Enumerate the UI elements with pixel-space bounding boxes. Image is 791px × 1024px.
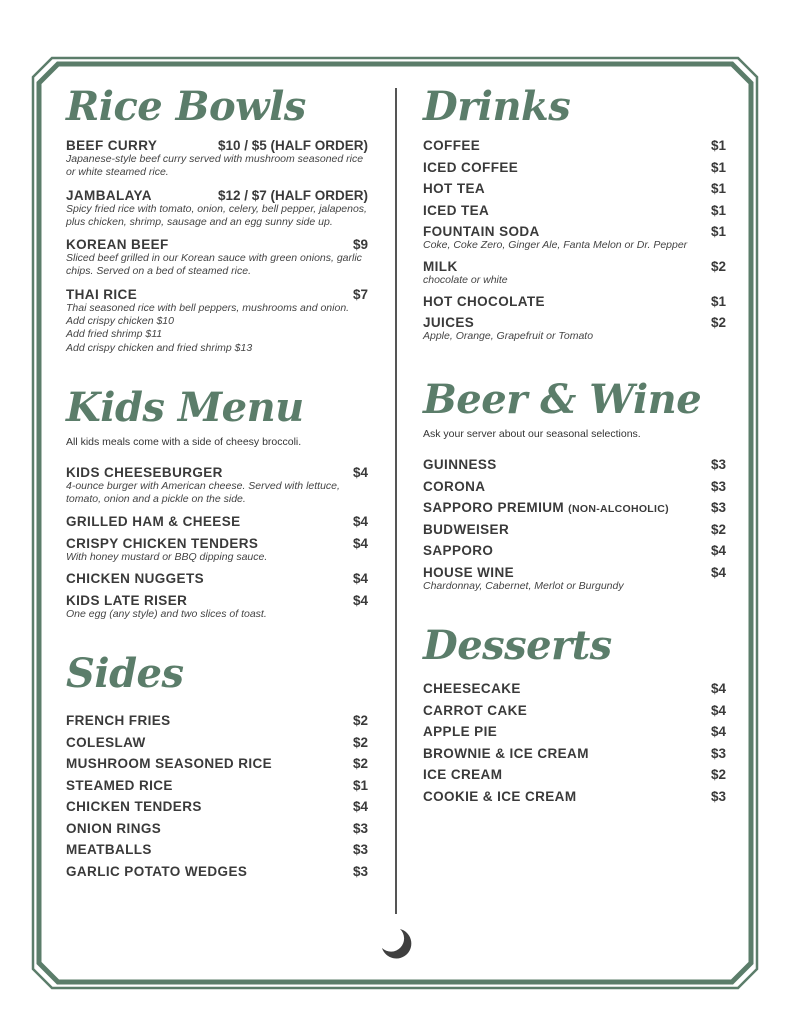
- menu-item: [66, 778, 368, 793]
- item-price: $4: [352, 464, 368, 480]
- item-name: CHEESECAKE: [423, 681, 521, 697]
- item-price: $2: [710, 258, 726, 274]
- item-price: $1: [352, 777, 368, 793]
- item-name: MEATBALLS: [66, 842, 152, 858]
- menu-item: [423, 160, 726, 175]
- item-price: $12 / $7 (HALF ORDER): [217, 187, 368, 203]
- menu-item: [423, 294, 726, 309]
- drinks-section: [423, 84, 726, 343]
- item-price: $1: [710, 181, 726, 196]
- item-price: $4: [710, 543, 726, 559]
- section-title: Rice Bowls: [66, 83, 306, 130]
- item-name: CRISPY CHICKEN TENDERS: [66, 535, 259, 551]
- item-price: $4: [710, 724, 726, 740]
- menu-item: [423, 522, 726, 537]
- menu-item: [66, 842, 368, 857]
- item-name: CHICKEN NUGGETS: [66, 570, 205, 586]
- beer-wine-section: [423, 377, 726, 593]
- section-title: Desserts: [423, 622, 612, 670]
- item-name: HOT CHOCOLATE: [423, 293, 545, 309]
- menu-item: [66, 237, 368, 279]
- item-name: GRILLED HAM & CHEESE: [66, 513, 241, 529]
- item-name: COFFEE: [423, 138, 481, 153]
- item-name: FOUNTAIN SODA: [423, 224, 540, 239]
- item-price: $9: [352, 237, 368, 253]
- item-name: KOREAN BEEF: [66, 237, 169, 253]
- crescent-moon-icon: [378, 926, 414, 962]
- item-extra: Add crispy chicken $10: [66, 315, 174, 328]
- item-description: Coke, Coke Zero, Ginger Ale, Fanta Melon or Dr. Pepper: [423, 239, 688, 251]
- column-divider: [395, 88, 397, 914]
- item-description: Apple, Orange, Grapefruit or Tomato: [423, 330, 594, 343]
- menu-item: [66, 799, 368, 814]
- item-name: HOUSE WINE: [423, 564, 515, 580]
- item-price: $3: [710, 745, 726, 761]
- item-price: $4: [710, 702, 726, 718]
- menu-item: [423, 724, 726, 739]
- menu-item: [66, 536, 368, 564]
- menu-item: [423, 138, 726, 153]
- section-title: Kids Menu: [66, 383, 304, 431]
- item-name: JUICES: [423, 315, 475, 331]
- menu-item: [423, 500, 726, 515]
- item-price: $3: [710, 478, 726, 494]
- menu-item: [423, 789, 726, 804]
- item-name: APPLE PIE: [423, 724, 498, 740]
- item-name: JAMBALAYA: [66, 187, 152, 203]
- item-price: $2: [352, 734, 368, 750]
- item-name: STEAMED RICE: [66, 777, 173, 793]
- item-name: FRENCH FRIES: [66, 713, 171, 729]
- item-price: $4: [710, 681, 726, 697]
- item-price: $3: [710, 457, 726, 473]
- menu-item: [423, 224, 726, 252]
- menu-item: [423, 259, 726, 287]
- item-name: KIDS CHEESEBURGER: [66, 464, 223, 480]
- menu-item: [423, 681, 726, 696]
- item-price: $3: [352, 842, 368, 858]
- menu-item: [423, 181, 726, 196]
- section-note: Ask your server about our seasonal selections.: [423, 428, 641, 441]
- menu-item: [423, 767, 726, 782]
- item-price: $3: [352, 863, 368, 879]
- section-title: Sides: [66, 650, 184, 698]
- item-name: THAI RICE: [66, 286, 138, 302]
- item-name-main: SAPPORO PREMIUM: [423, 500, 565, 516]
- item-name: ICE CREAM: [423, 767, 503, 783]
- item-description: Sliced beef grilled in our Korean sauce with green onions, garlic chips. Served on a bed of steamed rice.: [66, 252, 362, 278]
- left-column: [66, 84, 368, 879]
- item-price: $1: [710, 224, 726, 239]
- kids-menu-section: [66, 385, 368, 621]
- item-price: $1: [710, 293, 726, 309]
- item-description: 4-ounce burger with American cheese. Served with lettuce, tomato, onion and a pickle on the side.: [66, 479, 340, 506]
- item-name: COOKIE & ICE CREAM: [423, 788, 577, 804]
- menu-item: [66, 138, 368, 180]
- item-price: $3: [710, 500, 726, 516]
- item-price: $4: [352, 570, 368, 586]
- item-name: ONION RINGS: [66, 820, 162, 836]
- item-price: $2: [710, 521, 726, 537]
- item-price: $4: [352, 799, 368, 815]
- item-price: $2: [710, 315, 726, 331]
- item-name: GUINNESS: [423, 457, 497, 473]
- sides-section: [66, 651, 368, 879]
- item-price: $3: [710, 788, 726, 804]
- menu-item: [66, 571, 368, 586]
- item-description: chocolate or white: [423, 273, 508, 286]
- menu-item: [66, 821, 368, 836]
- menu-item: [423, 203, 726, 218]
- menu-item: [66, 735, 368, 750]
- item-name: [423, 500, 669, 515]
- item-name: CARROT CAKE: [423, 702, 528, 718]
- item-description: Chardonnay, Cabernet, Merlot or Burgundy: [423, 579, 624, 592]
- item-price: $4: [352, 513, 368, 529]
- menu-item: [423, 315, 726, 343]
- item-price: $2: [710, 767, 726, 783]
- menu-item: [66, 713, 368, 728]
- item-name: BUDWEISER: [423, 521, 510, 537]
- menu-item: [66, 287, 368, 355]
- item-price: $1: [710, 138, 726, 153]
- item-name: GARLIC POTATO WEDGES: [66, 863, 248, 879]
- item-name: ICED TEA: [423, 202, 490, 218]
- menu-item: [66, 465, 368, 507]
- menu-item: [423, 565, 726, 593]
- item-name: KIDS LATE RISER: [66, 592, 188, 608]
- item-name: ICED COFFEE: [423, 159, 519, 175]
- item-name: COLESLAW: [66, 734, 146, 750]
- section-title: Beer & Wine: [423, 376, 702, 424]
- menu-item: [66, 593, 368, 621]
- item-price: $2: [352, 756, 368, 772]
- item-name: HOT TEA: [423, 181, 486, 196]
- menu-item: [66, 188, 368, 230]
- item-name: MUSHROOM SEASONED RICE: [66, 756, 273, 772]
- item-name: BEEF CURRY: [66, 138, 158, 153]
- item-description: Thai seasoned rice with bell peppers, mushrooms and onion.: [66, 301, 350, 314]
- menu-item: [423, 479, 726, 494]
- section-note: All kids meals come with a side of cheesy broccoli.: [66, 435, 302, 448]
- item-name: BROWNIE & ICE CREAM: [423, 745, 589, 761]
- menu-item: [66, 514, 368, 529]
- item-price: $7: [352, 286, 368, 302]
- section-title: Drinks: [423, 83, 571, 130]
- item-extra: Add fried shrimp $11: [66, 328, 163, 341]
- item-name: CORONA: [423, 478, 486, 494]
- item-price: $4: [352, 592, 368, 608]
- menu-item: [66, 756, 368, 771]
- item-price: $4: [352, 535, 368, 551]
- menu-item: [423, 746, 726, 761]
- item-price: $10 / $5 (HALF ORDER): [217, 138, 368, 153]
- item-name: MILK: [423, 258, 458, 274]
- menu-item: [423, 703, 726, 718]
- item-price: $2: [352, 713, 368, 729]
- item-extra: Add crispy chicken and fried shrimp $13: [66, 341, 253, 354]
- item-name: CHICKEN TENDERS: [66, 799, 202, 815]
- menu-item: [66, 864, 368, 879]
- item-price: $1: [710, 202, 726, 218]
- item-price: $3: [352, 820, 368, 836]
- menu-item: [423, 457, 726, 472]
- item-description: Spicy fried rice with tomato, onion, celery, bell pepper, jalapenos, plus chicken, shrimp, sausage and an egg sunny side up.: [66, 202, 367, 228]
- item-description: With honey mustard or BBQ dipping sauce.: [66, 550, 268, 563]
- desserts-section: [423, 623, 726, 804]
- item-name-suffix: (NON-ALCOHOLIC): [568, 503, 669, 516]
- item-name: SAPPORO: [423, 543, 494, 559]
- rice-bowls-section: [66, 84, 368, 355]
- item-description: Japanese-style beef curry served with mushroom seasoned rice or white steamed rice.: [66, 153, 364, 179]
- right-column: [423, 84, 726, 804]
- item-price: $1: [710, 159, 726, 175]
- menu-item: [423, 543, 726, 558]
- item-description: One egg (any style) and two slices of toast.: [66, 607, 267, 620]
- item-price: $4: [710, 564, 726, 580]
